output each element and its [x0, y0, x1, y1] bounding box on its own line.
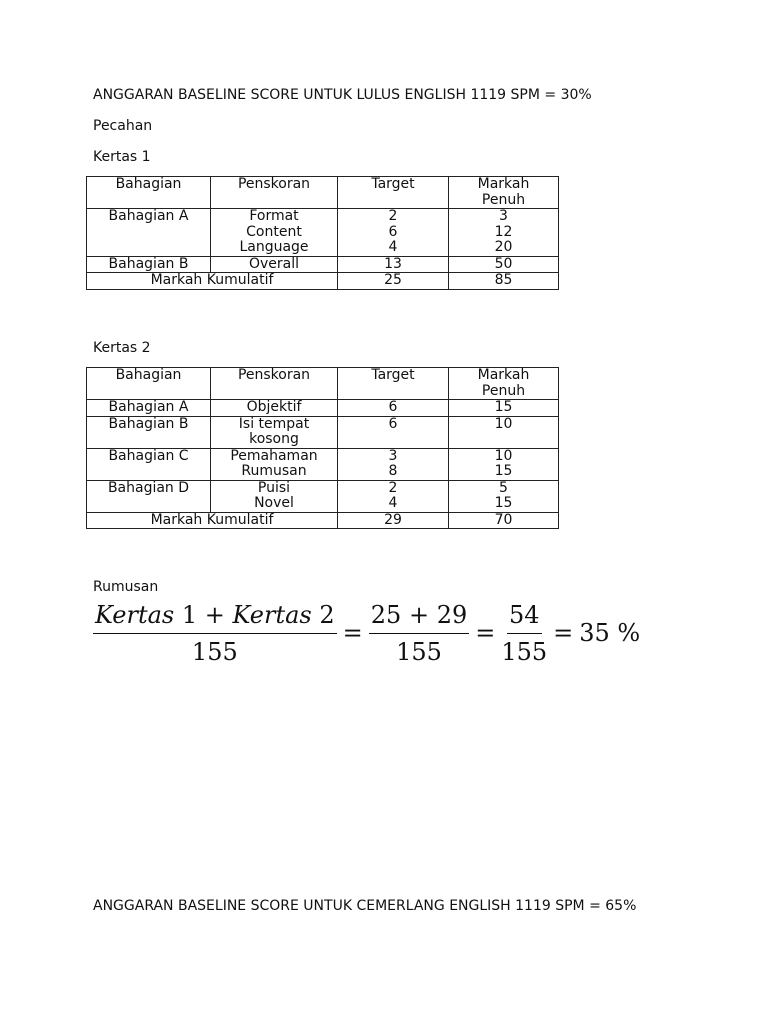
cell-penskoran — [211, 448, 338, 480]
header-markah-line: Markah — [477, 367, 530, 383]
markah-value: 10 — [494, 447, 513, 464]
kertas2-table — [86, 367, 559, 529]
formula-numerator: 25 + 29 — [369, 601, 469, 634]
cell-markah — [449, 209, 559, 257]
cell-bahagian: Bahagian C — [87, 448, 211, 480]
target-value: 13 — [384, 255, 402, 272]
total-target: 29 — [338, 512, 449, 529]
markah-value: 3 — [499, 208, 508, 224]
formula-denominator: 155 — [501, 637, 548, 666]
equals-sign: = — [475, 619, 496, 647]
cell-target — [338, 416, 449, 448]
label-kertas1: Kertas 1 — [93, 149, 151, 165]
markah-value: 12 — [494, 223, 513, 240]
formula-term: 1 + — [181, 600, 233, 629]
header-markah-line: Markah — [477, 176, 530, 192]
header-bahagian: Bahagian — [87, 368, 211, 400]
cell-markah — [449, 448, 559, 480]
penskoran-item: Overall — [248, 255, 300, 272]
target-value: 2 — [388, 479, 398, 496]
header-markah-line: Penuh — [481, 382, 526, 399]
cell-markah — [449, 256, 559, 273]
markah-value: 20 — [494, 239, 513, 255]
markah-value: 15 — [494, 399, 513, 415]
formula-denominator: 155 — [191, 637, 238, 666]
total-markah: 70 — [449, 512, 559, 529]
penskoran-item: Puisi — [257, 479, 291, 496]
header-bahagian: Bahagian — [87, 177, 211, 209]
total-row — [87, 512, 559, 529]
penskoran-item: kosong — [249, 431, 299, 447]
penskoran-item: Rumusan — [241, 463, 307, 479]
fraction-kertas — [93, 601, 337, 666]
total-row — [87, 273, 559, 290]
target-value: 8 — [388, 463, 398, 479]
penskoran-item: Format — [249, 208, 299, 224]
formula-numerator: 54 — [507, 601, 542, 634]
header-row — [87, 177, 559, 209]
cell-penskoran — [211, 256, 338, 273]
cell-penskoran — [211, 400, 338, 417]
target-value: 2 — [388, 208, 398, 224]
cell-target — [338, 209, 449, 257]
equals-sign: = — [553, 619, 574, 647]
penskoran-item: Objektif — [246, 399, 302, 415]
cell-bahagian: Bahagian A — [87, 400, 211, 417]
penskoran-item: Novel — [254, 495, 294, 511]
header-row — [87, 368, 559, 400]
table-row — [87, 256, 559, 273]
formula — [93, 598, 640, 668]
cell-target — [338, 448, 449, 480]
header-markah-penuh — [449, 368, 559, 400]
heading-cemerlang: ANGGARAN BASELINE SCORE UNTUK CEMERLANG ENGLISH 1119 SPM = 65% — [93, 898, 637, 914]
total-target: 25 — [338, 273, 449, 290]
markah-value: 10 — [494, 415, 513, 432]
formula-denominator: 155 — [396, 637, 442, 666]
cell-target — [338, 256, 449, 273]
cell-bahagian: Bahagian B — [87, 256, 211, 273]
fraction-sum — [369, 601, 469, 666]
heading-pass: ANGGARAN BASELINE SCORE UNTUK LULUS ENGLISH 1119 SPM = 30% — [93, 87, 592, 103]
penskoran-item: Isi tempat — [238, 415, 310, 432]
cell-penskoran — [211, 209, 338, 257]
label-rumusan: Rumusan — [93, 579, 159, 595]
cell-bahagian: Bahagian D — [87, 480, 211, 512]
cell-markah — [449, 400, 559, 417]
target-value: 3 — [388, 447, 398, 464]
formula-term: Kertas — [95, 600, 175, 629]
header-penskoran: Penskoran — [211, 177, 338, 209]
table-row — [87, 400, 559, 417]
header-markah-line: Penuh — [481, 191, 526, 208]
cell-bahagian: Bahagian B — [87, 416, 211, 448]
table-row — [87, 416, 559, 448]
cell-markah — [449, 416, 559, 448]
cell-bahagian: Bahagian A — [87, 209, 211, 257]
table-row — [87, 480, 559, 512]
target-value: 6 — [388, 415, 398, 432]
target-value: 6 — [388, 223, 398, 240]
markah-value: 5 — [499, 479, 508, 496]
target-value: 4 — [388, 239, 398, 255]
formula-term: Kertas — [232, 600, 312, 629]
header-target: Target — [338, 368, 449, 400]
markah-value: 15 — [494, 495, 513, 511]
cell-penskoran — [211, 416, 338, 448]
formula-term: 2 — [319, 600, 335, 629]
header-target: Target — [338, 177, 449, 209]
total-markah: 85 — [449, 273, 559, 290]
penskoran-item: Content — [246, 223, 302, 240]
markah-value: 15 — [494, 463, 513, 479]
label-pecahan: Pecahan — [93, 118, 153, 134]
penskoran-item: Pemahaman — [230, 447, 318, 464]
table-row — [87, 448, 559, 480]
table-row — [87, 209, 559, 257]
cell-penskoran — [211, 480, 338, 512]
formula-result: 35 % — [579, 619, 641, 647]
total-label: Markah Kumulatif — [87, 512, 338, 529]
cell-target — [338, 400, 449, 417]
label-kertas2: Kertas 2 — [93, 340, 151, 356]
target-value: 4 — [388, 495, 398, 511]
fraction-total — [501, 601, 547, 666]
total-label: Markah Kumulatif — [87, 273, 338, 290]
cell-target — [338, 480, 449, 512]
header-penskoran: Penskoran — [211, 368, 338, 400]
kertas1-table — [86, 176, 559, 290]
penskoran-item: Language — [239, 239, 309, 255]
equals-sign: = — [342, 619, 363, 647]
markah-value: 50 — [494, 255, 513, 272]
header-markah-penuh — [449, 177, 559, 209]
target-value: 6 — [388, 399, 398, 415]
cell-markah — [449, 480, 559, 512]
